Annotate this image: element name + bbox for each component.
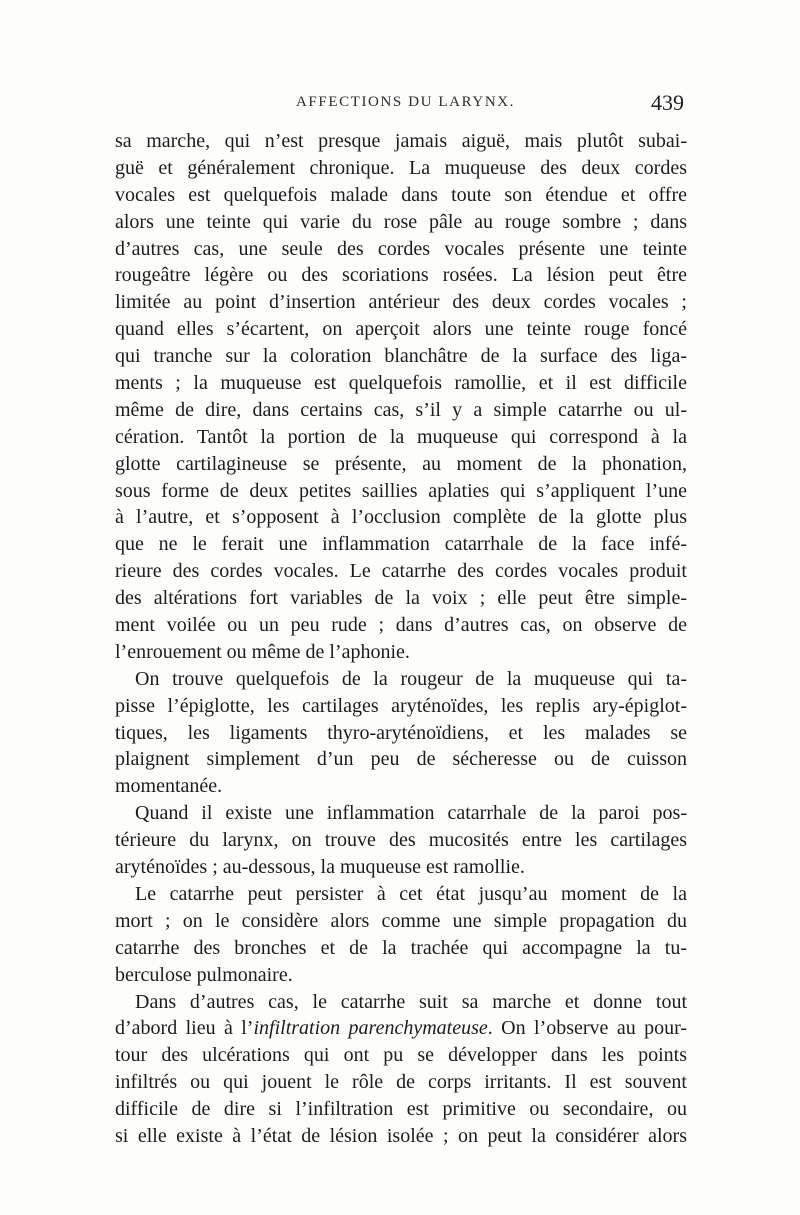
- body-text: [115, 128, 687, 1150]
- text-line: mort ; on le considère alors comme une simple propagation du: [115, 909, 687, 932]
- text-line: Quand il existe une inflammation catarrhale de la paroi pos-: [135, 802, 687, 825]
- text-line: glotte cartilagineuse se présente, au moment de la phonation,: [115, 452, 687, 475]
- text-line: limitée au point d’insertion antérieur des deux cordes vocales ;: [115, 291, 687, 314]
- italic-phrase: infiltration parenchymateuse: [253, 1017, 488, 1040]
- text-line: plaignent simplement d’un peu de sécheresse ou de cuisson: [115, 748, 687, 771]
- text-line: si elle existe à l’état de lésion isolée ; on peut la considérer alors: [115, 1124, 687, 1147]
- page-number: 439: [651, 90, 684, 115]
- text-line: tiques, les ligaments thyro-aryténoïdiens, et les malades se: [115, 721, 687, 744]
- text-line: difficile de dire si l’infiltration est primitive ou secondaire, ou: [115, 1098, 687, 1121]
- text-line: que ne le ferait une inflammation catarrhale de la face infé-: [115, 533, 687, 556]
- text-line: sa marche, qui n’est presque jamais aiguë, mais plutôt subai-: [115, 130, 687, 152]
- running-head: [0, 90, 800, 124]
- text-line: ment voilée ou un peu rude ; dans d’autres cas, on observe de: [115, 614, 687, 637]
- text-line: des altérations fort variables de la voix ; elle peut être simple-: [115, 587, 687, 610]
- running-title: AFFECTIONS DU LARYNX.: [296, 94, 516, 110]
- text-line: vocales est quelquefois malade dans toute son étendue et offre: [115, 183, 687, 206]
- text-line: cération. Tantôt la portion de la muqueuse qui correspond à la: [115, 425, 687, 448]
- text-line: tour des ulcérations qui ont pu se développer dans les points: [115, 1044, 687, 1067]
- text-line: l’enrouement ou même de l’aphonie.: [115, 640, 410, 663]
- text-line: à l’autre, et s’opposent à l’occlusion complète de la glotte plus: [115, 506, 687, 529]
- text-line: Le catarrhe peut persister à cet état jusqu’au moment de la: [135, 882, 687, 905]
- text-line: momentanée.: [115, 775, 223, 798]
- text-line: Dans d’autres cas, le catarrhe suit sa marche et donne tout: [135, 990, 687, 1013]
- text-line: ments ; la muqueuse est quelquefois ramollie, et il est difficile: [115, 372, 687, 395]
- text-line: qui tranche sur la coloration blanchâtre de la surface des liga-: [115, 345, 687, 368]
- text-line: catarrhe des bronches et de la trachée qui accompagne la tu-: [115, 936, 687, 959]
- text-line: même de dire, dans certains cas, s’il y a simple catarrhe ou ul-: [115, 398, 687, 421]
- text-line: sous forme de deux petites saillies aplaties qui s’appliquent l’une: [115, 479, 687, 502]
- text-line: d’abord lieu à l’infiltration parenchymateuse. On l’observe au pour-: [115, 1017, 687, 1040]
- text-line: alors une teinte qui varie du rose pâle au rouge sombre ; dans: [115, 210, 687, 233]
- text-line: berculose pulmonaire.: [115, 963, 293, 986]
- text-line: rieure des cordes vocales. Le catarrhe des cordes vocales produit: [115, 560, 687, 583]
- text-line: infiltrés ou qui jouent le rôle de corps irritants. Il est souvent: [115, 1071, 687, 1094]
- text-line: rougeâtre légère ou des scoriations rosées. La lésion peut être: [115, 264, 687, 287]
- text-line: pisse l’épiglotte, les cartilages aryténoïdes, les replis ary-épiglot-: [115, 694, 687, 717]
- text-line: On trouve quelquefois de la rougeur de la muqueuse qui ta-: [135, 667, 687, 690]
- text-line: d’autres cas, une seule des cordes vocales présente une teinte: [115, 237, 687, 260]
- text-line: térieure du larynx, on trouve des mucosités entre les cartilages: [115, 829, 687, 852]
- text-line: guë et généralement chronique. La muqueuse des deux cordes: [115, 156, 687, 179]
- text-line: quand elles s’écartent, on aperçoit alors une teinte rouge foncé: [115, 318, 687, 341]
- text-line: aryténoïdes ; au-dessous, la muqueuse est ramollie.: [115, 856, 525, 879]
